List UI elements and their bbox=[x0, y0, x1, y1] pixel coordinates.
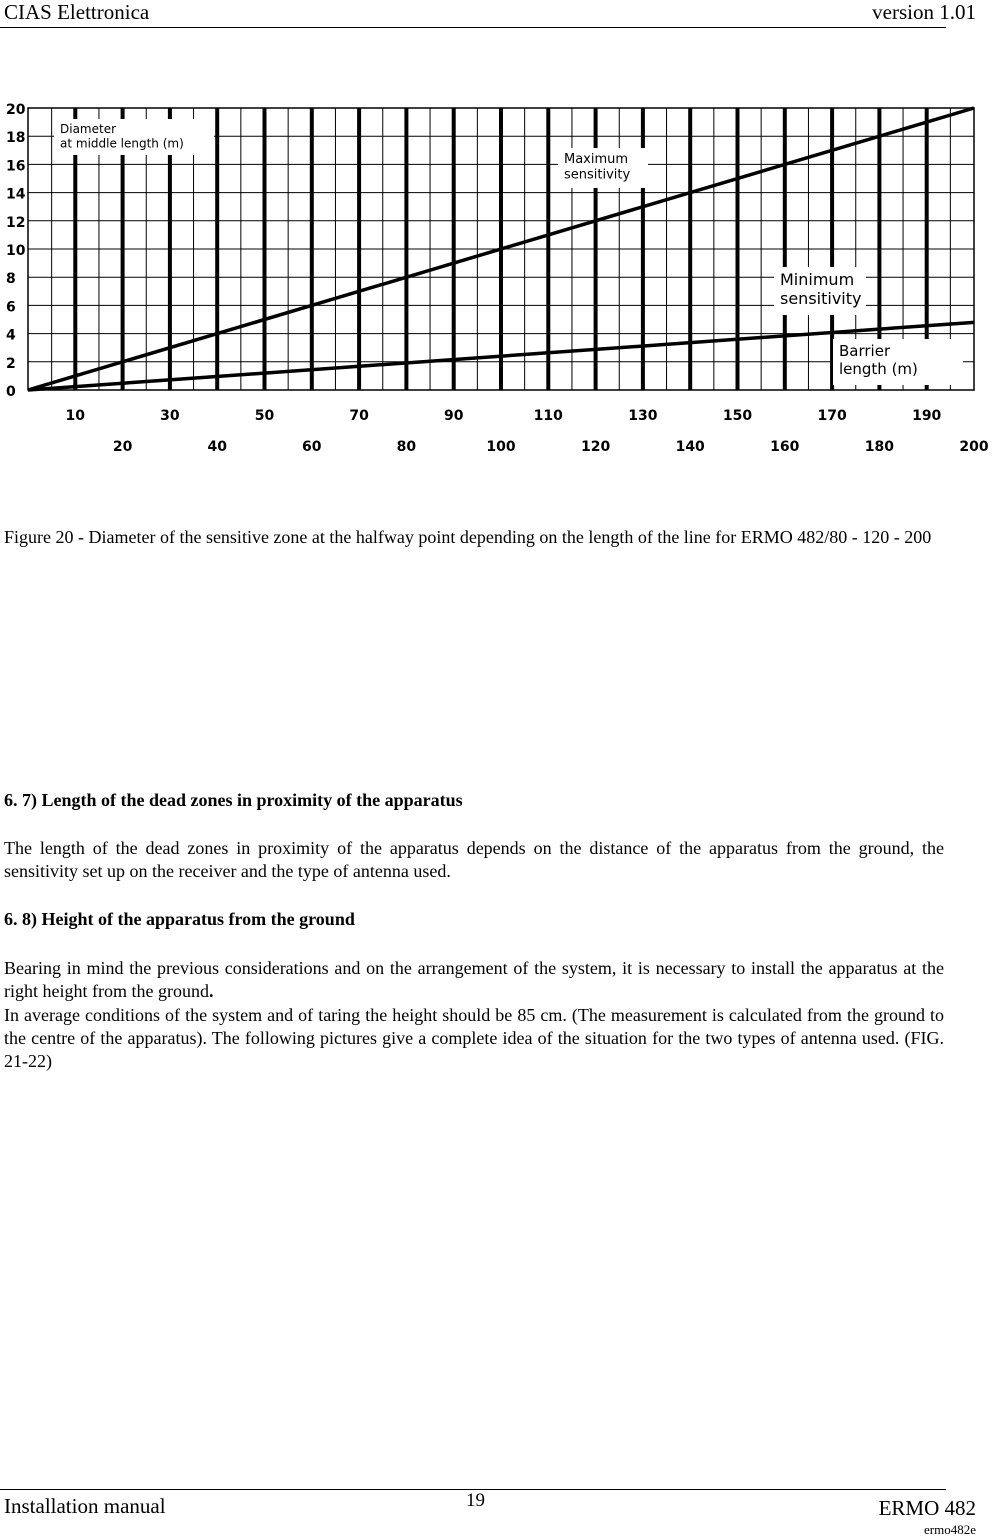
y-tick-label: 8 bbox=[6, 271, 16, 288]
x-tick-label: 130 bbox=[628, 408, 658, 424]
y-tick-label: 10 bbox=[6, 243, 26, 259]
x-tick-label: 50 bbox=[254, 408, 275, 424]
chart-labels bbox=[6, 102, 989, 455]
y-axis-label-line: at middle length (m) bbox=[60, 136, 184, 151]
figure-caption: Figure 20 - Diameter of the sensitive zone at the halfway point depending on the length of the line for ERMO 482/80 - 120 - 200 bbox=[4, 527, 932, 547]
x-tick-label: 10 bbox=[65, 408, 86, 424]
section-6-8-body-1 bbox=[4, 957, 944, 1003]
sensitivity-chart bbox=[0, 90, 994, 470]
section-6-8-heading: 6. 8) Height of the apparatus from the ground bbox=[4, 909, 355, 929]
header-rule bbox=[0, 27, 946, 28]
series-label-maximum bbox=[564, 152, 631, 183]
x-tick-label: 180 bbox=[864, 439, 895, 455]
x-tick-label: 60 bbox=[302, 439, 322, 455]
header-company: CIAS Elettronica bbox=[4, 0, 150, 24]
section-6-7-heading: 6. 7) Length of the dead zones in proximity of the apparatus bbox=[4, 790, 463, 810]
section-6-7-body: The length of the dead zones in proximity of the apparatus depends on the distance of the apparatus from the ground, the sensitivity set up on the receiver and the type of antenna used. bbox=[4, 838, 944, 881]
series-label-minimum-line: sensitivity bbox=[780, 289, 862, 309]
x-axis-label-line: Barrier bbox=[839, 342, 891, 360]
y-tick-label: 2 bbox=[6, 355, 16, 372]
x-tick-label: 110 bbox=[533, 408, 563, 424]
page-number: 19 bbox=[466, 1490, 485, 1511]
y-tick-label: 18 bbox=[6, 130, 26, 147]
y-tick-label: 0 bbox=[6, 384, 16, 400]
footer-doc-code: ermo482e bbox=[924, 1522, 976, 1537]
section-6-8-body-2: In average conditions of the system and of taring the height should be 85 cm. (The measurement is calculated from the ground to the centre of the apparatus). The following pictures give a complete idea of the situation for the two types of antenna used. (FIG. 21-22) bbox=[4, 1005, 944, 1071]
y-axis-label-line: Diameter bbox=[60, 122, 117, 136]
x-tick-label: 20 bbox=[112, 439, 133, 455]
x-tick-label: 40 bbox=[207, 439, 227, 455]
footer-manual: Installation manual bbox=[4, 1494, 166, 1518]
x-tick-label: 30 bbox=[160, 408, 180, 424]
series-label-maximum-line: sensitivity bbox=[564, 167, 631, 183]
x-tick-label: 190 bbox=[912, 408, 942, 424]
x-tick-label: 80 bbox=[396, 439, 417, 455]
y-tick-label: 4 bbox=[6, 327, 16, 344]
x-tick-label: 120 bbox=[580, 439, 611, 455]
y-tick-label: 20 bbox=[6, 102, 26, 118]
series-label-minimum-line: Minimum bbox=[780, 270, 855, 289]
y-tick-label: 14 bbox=[6, 186, 26, 203]
x-axis-label-line: length (m) bbox=[839, 360, 918, 378]
section-6-8-body-1-text: Bearing in mind the previous considerations and on the arrangement of the system, it is necessary to install the apparatus at the right height from the ground bbox=[4, 958, 944, 1001]
x-tick-label: 100 bbox=[486, 439, 516, 455]
x-tick-label: 70 bbox=[349, 408, 369, 424]
y-tick-label: 16 bbox=[6, 158, 26, 175]
x-tick-label: 200 bbox=[959, 439, 989, 455]
x-tick-label: 150 bbox=[722, 408, 753, 424]
x-tick-label: 170 bbox=[817, 408, 847, 424]
y-tick-label: 6 bbox=[6, 299, 16, 316]
y-tick-label: 12 bbox=[6, 214, 26, 231]
x-tick-label: 160 bbox=[770, 439, 800, 455]
series-label-minimum bbox=[780, 270, 861, 308]
x-tick-label: 90 bbox=[443, 408, 464, 424]
section-6-8-body-1-end: . bbox=[208, 981, 214, 1001]
series-label-maximum-line: Maximum bbox=[564, 152, 629, 167]
footer-product: ERMO 482 bbox=[878, 1496, 976, 1520]
header-version: version 1.01 bbox=[872, 0, 976, 24]
x-tick-label: 140 bbox=[675, 439, 705, 455]
